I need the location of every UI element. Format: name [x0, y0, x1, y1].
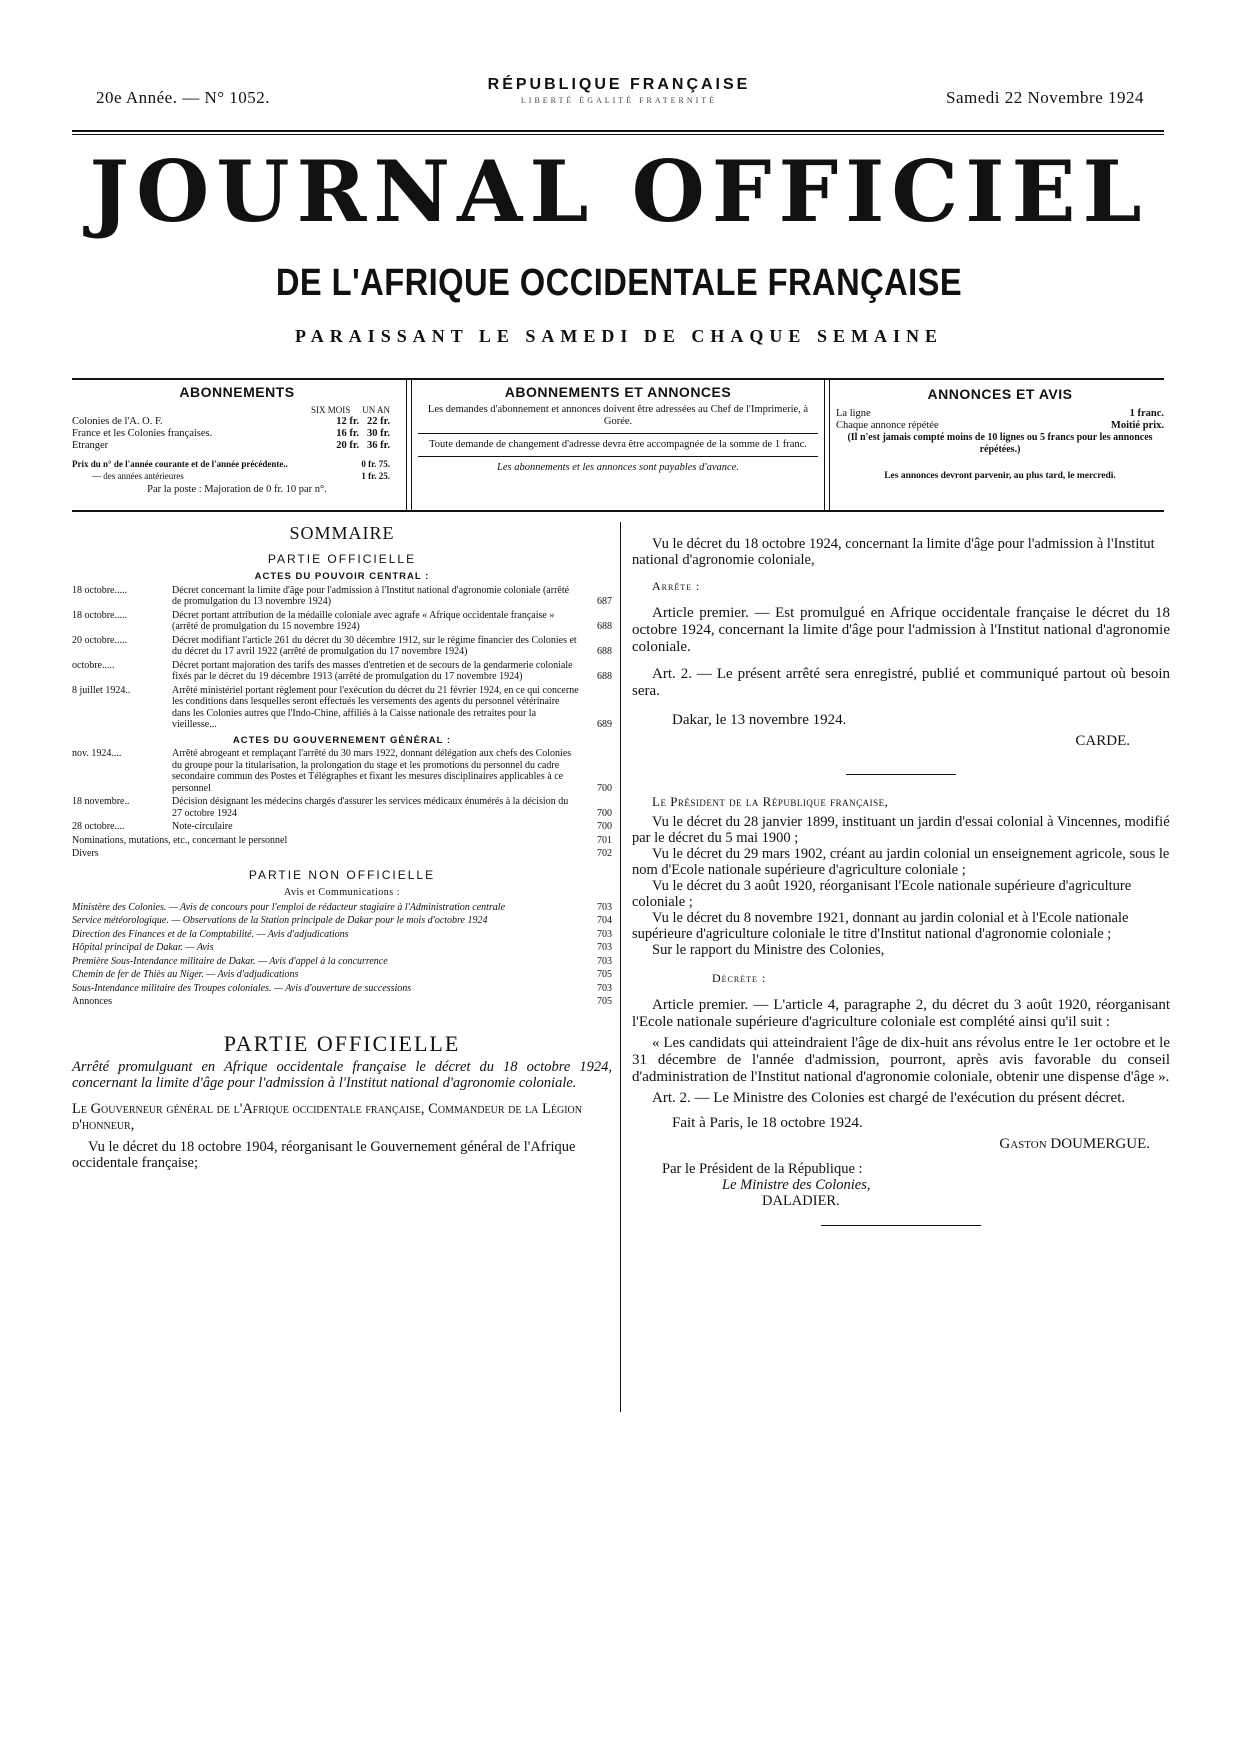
box-divider	[824, 380, 830, 510]
entry-page: 688	[597, 646, 612, 657]
partie-officielle-title: PARTIE OFFICIELLE	[223, 1030, 461, 1056]
gouverneur-text: Le Gouverneur général de l'Afrique occidentale française, Commandeur de la Légion d'honneur,	[72, 1101, 582, 1133]
vu-paragraph: Vu le décret du 18 octobre 1924, concernant la limite d'âge pour l'admission à l'Institut national d'agronomie coloniale,	[632, 536, 1155, 568]
entry-page: 705	[597, 996, 612, 1007]
rate-label: Colonies de l'A. O. F.	[72, 416, 163, 427]
list-item	[72, 996, 612, 1008]
entry-page: 701	[597, 834, 612, 846]
list-item	[72, 748, 612, 794]
entry-text: Décret portant majoration des tarifs des masses d'entretien et de secours de la gendarmerie coloniale fixés par le décret du 19 décembre 1913 (arrêté de promulgation du 17 novembre 1924)	[172, 659, 573, 682]
decret-article-2: Art. 2. — Le Ministre des Colonies est chargé de l'exécution du présent décret.	[652, 1090, 1126, 1106]
entry-page: 703	[597, 955, 612, 967]
list-item	[72, 902, 612, 914]
issue-number: 20e Année. — N° 1052.	[96, 88, 271, 107]
journal-subtitle: DE L'AFRIQUE OCCIDENTALE FRANÇAISE	[275, 262, 963, 304]
entry-date: 8 juillet 1924..	[72, 684, 131, 696]
entry-page: 703	[597, 942, 612, 953]
entry-text: Première Sous-Intendance militaire de Dakar. — Avis d'appel à la concurrence	[72, 955, 388, 967]
entry-page: 703	[597, 928, 612, 940]
list-item	[72, 685, 612, 731]
list-item	[72, 929, 612, 941]
entry-text: Hôpital principal de Dakar. — Avis	[72, 942, 214, 953]
vu-paragraph: Vu le décret du 18 octobre 1904, réorganisant le Gouvernement général de l'Afrique occidentale française;	[72, 1139, 576, 1171]
sommaire-title: SOMMAIRE	[289, 523, 395, 543]
prix-value: 1 fr. 25.	[361, 471, 390, 481]
entry-text: Arrêté abrogeant et remplaçant l'arrêté du 30 mars 1922, donnant délégation aux chefs des Colonies du groupe pour la titularisation, la prolongation du stage et les promotions du personnel du cadre secondaire commun des Postes et Télégraphes et fixant les mesures disciplinaires applicables à ce personnel	[172, 748, 572, 794]
entry-page: 689	[597, 719, 612, 730]
rate-an: 22 fr.	[367, 416, 390, 427]
entry-date: octobre.....	[72, 659, 115, 671]
entry-page: 705	[597, 969, 612, 980]
abonnements-column	[72, 380, 402, 510]
repetee-label: Chaque annonce répétée	[836, 420, 939, 431]
entry-text: Décret concernant la limite d'âge pour l'admission à l'Institut national d'agronomie coloniale (arrêté de promulgation du 13 novembre 1924)	[172, 584, 570, 607]
entry-date: 18 novembre..	[72, 796, 130, 807]
entry-page: 703	[597, 982, 612, 994]
entry-text: Direction des Finances et de la Comptabilité. — Avis d'adjudications	[72, 928, 349, 940]
motto: LIBERTÉ ÉGALITÉ FRATERNITÉ	[520, 96, 718, 105]
rate-an: 36 fr.	[367, 440, 390, 451]
entry-text: Chemin de fer de Thiès au Niger. — Avis d'adjudications	[72, 969, 299, 980]
list-item	[72, 983, 612, 995]
poste-note: Par la poste : Majoration de 0 fr. 10 par n°.	[147, 484, 327, 495]
entry-page: 704	[597, 915, 612, 926]
entry-page: 702	[597, 848, 612, 859]
avis-heading: Avis et Communications :	[284, 887, 400, 898]
list-item	[72, 848, 612, 860]
rate-label: France et les Colonies françaises.	[72, 428, 213, 439]
sommaire-column	[72, 523, 612, 1171]
list-item	[72, 610, 612, 633]
rate-six: 20 fr.	[336, 440, 360, 451]
top-rule	[72, 130, 1164, 132]
decrete-label: Décrète :	[712, 971, 767, 985]
partie-officielle-heading: PARTIE OFFICIELLE	[267, 551, 417, 566]
entry-page: 687	[597, 596, 612, 607]
president-heading: Le Président de la République française,	[652, 794, 889, 809]
republique-label: RÉPUBLIQUE FRANÇAISE	[487, 76, 751, 93]
entry-text: Arrêté ministériel portant règlement pour l'exécution du décret du 21 février 1924, en ce qui concerne les conditions dans lesquelles seront effectués les versements des agents du personnel vétérinaire dans les Colonies autres que l'Indo-Chine, affiliés à la Caisse nationale des retraites pour la vieillesse...	[172, 684, 579, 730]
fait-paris: Fait à Paris, le 18 octobre 1924.	[672, 1115, 863, 1131]
entry-date: nov. 1924....	[72, 748, 122, 759]
box-divider	[406, 380, 412, 510]
list-item	[72, 635, 612, 658]
annonces-note: (Il n'est jamais compté moins de 10 lignes ou 5 francs pour les annonces répétées.)	[847, 432, 1153, 455]
article-2: Art. 2. — Le présent arrêté sera enregistré, publié et communiqué partout où besoin sera.	[632, 666, 1170, 699]
rate-six: 12 fr.	[336, 416, 360, 427]
signature-carde: CARDE.	[1075, 733, 1130, 749]
list-item	[72, 915, 612, 927]
arrete-title: Arrêté promulguant en Afrique occidentale française le décret du 18 octobre 1924, concernant la limite d'âge pour l'admission à l'Institut national d'agronomie coloniale.	[72, 1059, 612, 1091]
prix-label: — des années antérieures	[92, 471, 184, 481]
annonces-avis-title: ANNONCES ET AVIS	[927, 386, 1073, 402]
separator	[846, 774, 956, 775]
actes-central-heading: ACTES DU POUVOIR CENTRAL :	[254, 571, 430, 582]
par-president: Par le Président de la République :	[662, 1161, 863, 1177]
vu-paragraph: Vu le décret du 28 janvier 1899, instituant un jardin d'essai colonial à Vincennes, modifié par le décret du 5 mai 1900 ;	[632, 814, 1170, 846]
vu-paragraph: Vu le décret du 8 novembre 1921, donnant au jardin colonial et à l'Ecole nationale supérieure d'agriculture coloniale le titre d'Institut national d'agronomie coloniale ;	[632, 910, 1129, 942]
entry-text: Décret portant attribution de la médaille coloniale avec agrafe « Afrique occidentale française » (arrêté de promulgation du 15 novembre 1924)	[172, 609, 555, 632]
abonnements-title: ABONNEMENTS	[179, 384, 295, 400]
partie-non-officielle-heading: PARTIE NON OFFICIELLE	[248, 867, 436, 882]
entry-text: Décret modifiant l'article 261 du décret du 30 décembre 1912, sur le régime financier des Colonies et du décret du 17 avril 1922 (arrêté de promulgation du 17 novembre 1924)	[172, 634, 577, 657]
list-item	[72, 969, 612, 981]
entry-date: 28 octobre....	[72, 821, 125, 832]
signature-daladier: DALADIER.	[762, 1193, 840, 1209]
list-item	[72, 956, 612, 968]
entry-text: Service météorologique. — Observations de la Station principale de Dakar pour le mois d'octobre 1924	[72, 915, 488, 926]
separator	[821, 1225, 981, 1226]
entry-date: 20 octobre.....	[72, 634, 127, 646]
decret-article-1: Article premier. — L'article 4, paragraphe 2, du décret du 3 août 1920, réorganisant l'Ecole nationale supérieure d'agriculture coloniale est complété ainsi qu'il suit :	[632, 997, 1170, 1030]
rate-six: 16 fr.	[336, 428, 360, 439]
entry-page: 688	[597, 621, 612, 632]
rate-an: 30 fr.	[367, 428, 390, 439]
vu-paragraph: Sur le rapport du Ministre des Colonies,	[652, 942, 885, 958]
entry-text: Divers	[72, 848, 99, 859]
ligne-label: La ligne	[836, 408, 871, 419]
abon-annonces-note: Les abonnements et les annonces sont payables d'avance.	[497, 462, 739, 473]
repetee-value: Moitié prix.	[1110, 420, 1164, 431]
annonces-footer: Les annonces devront parvenir, au plus tard, le mercredi.	[884, 471, 1116, 481]
entry-date: 18 octobre.....	[72, 584, 127, 596]
entry-text: Ministère des Colonies. — Avis de concours pour l'emploi de rédacteur stagiaire à l'Administration centrale	[72, 901, 506, 913]
abon-annonces-text2: Toute demande de changement d'adresse devra être accompagnée de la somme de 1 franc.	[429, 439, 807, 450]
article-1: Article premier. — Est promulgué en Afrique occidentale française le décret du 18 octobre 1924, concernant la limite d'âge pour l'admission à l'Institut national d'agronomie coloniale.	[632, 605, 1170, 655]
un-an-header: UN AN	[362, 405, 390, 415]
vu-paragraph: Vu le décret du 3 août 1920, réorganisant l'Ecole nationale supérieure d'agriculture coloniale ;	[632, 878, 1132, 910]
entry-page: 703	[597, 901, 612, 913]
entry-page: 700	[597, 821, 612, 832]
abon-annonces-title: ABONNEMENTS ET ANNONCES	[504, 384, 732, 400]
entry-text: Nominations, mutations, etc., concernant le personnel	[72, 834, 288, 846]
list-item	[72, 942, 612, 954]
prix-value: 0 fr. 75.	[361, 459, 390, 469]
vu-paragraph: Vu le décret du 29 mars 1902, créant au jardin colonial un enseignement agricole, sous le nom d'Ecole nationale supérieure d'agriculture coloniale ;	[632, 846, 1170, 878]
entry-text: Note-circulaire	[172, 821, 233, 832]
dakar-date: Dakar, le 13 novembre 1924.	[672, 712, 847, 728]
actes-general-heading: ACTES DU GOUVERNEMENT GÉNÉRAL :	[232, 734, 452, 746]
ligne-value: 1 franc.	[1129, 408, 1164, 419]
entry-page: 700	[597, 782, 612, 794]
list-item	[72, 660, 612, 683]
list-item	[72, 796, 612, 819]
issue-date: Samedi 22 Novembre 1924	[946, 88, 1144, 107]
top-rule-thin	[72, 134, 1164, 135]
column-divider	[620, 522, 621, 1412]
entry-page: 700	[597, 807, 612, 819]
arrete-label: Arrête :	[652, 579, 701, 593]
right-column	[632, 536, 1170, 1244]
entry-text: Décision désignant les médecins chargés d'assurer les services médicaux énumérés à la décision du 27 octobre 1924	[172, 796, 569, 819]
abonnements-annonces-column	[418, 380, 818, 510]
abon-annonces-text1: Les demandes d'abonnement et annonces doivent être adressées au Chef de l'Imprimerie, à Gorée.	[427, 404, 809, 427]
prix-label: Prix du n° de l'année courante et de l'année précédente..	[72, 459, 288, 469]
entry-text: Annonces	[72, 996, 112, 1007]
subscription-box	[72, 378, 1164, 512]
journal-tagline: PARAISSANT LE SAMEDI DE CHAQUE SEMAINE	[295, 326, 943, 346]
ministre-label: Le Ministre des Colonies,	[722, 1177, 871, 1193]
journal-title: JOURNAL OFFICIEL	[89, 142, 1149, 241]
list-item	[72, 821, 612, 833]
entry-page: 688	[597, 671, 612, 682]
list-item	[72, 585, 612, 608]
entry-text: Sous-Intendance militaire des Troupes coloniales. — Avis d'ouverture de successions	[72, 982, 412, 994]
rate-label: Etranger	[72, 440, 109, 451]
six-mois-header: SIX MOIS	[310, 405, 351, 415]
signature-doumergue: Gaston DOUMERGUE.	[999, 1136, 1150, 1152]
decret-quote: « Les candidats qui atteindraient l'âge de dix-huit ans révolus entre le 1er octobre et le 31 décembre de l'année d'admission, pourront, après avis favorable du conseil d'administration de l'Institut national d'agronomie coloniale, obtenir une dispense d'âge ».	[632, 1035, 1170, 1085]
annonces-avis-column	[836, 380, 1164, 510]
list-item	[72, 835, 612, 847]
entry-date: 18 octobre.....	[72, 609, 127, 621]
